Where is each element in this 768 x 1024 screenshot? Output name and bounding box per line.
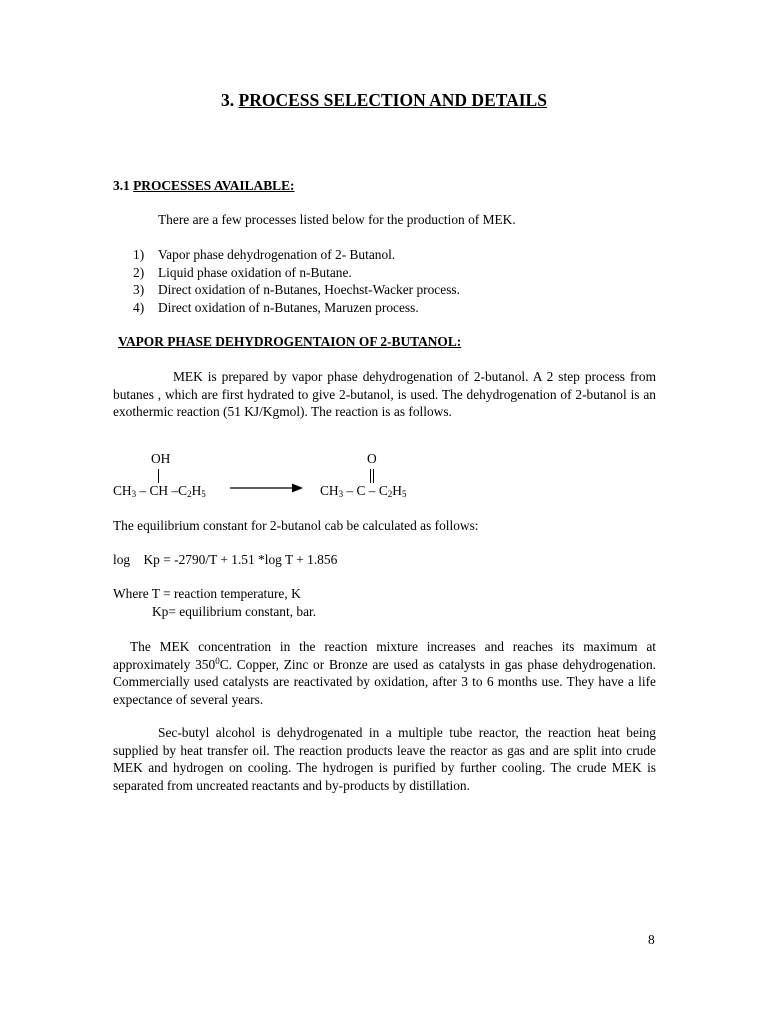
page-title xyxy=(0,90,768,111)
section-number: 3.1 xyxy=(113,178,130,193)
reactant-bond-line xyxy=(158,469,159,483)
product-sub: 5 xyxy=(401,489,407,499)
paragraph-1: MEK is prepared by vapor phase dehydrogenation of 2-butanol. A 2 step process from butanes , which are first hydrated to give 2-butanol, is used. The dehydrogenation of 2-butanol is an exothermic reaction (51 KJ/Kgmol). The reaction is as follows. xyxy=(113,369,656,419)
paragraph-2 xyxy=(113,638,656,708)
product-sub: 2 xyxy=(387,489,393,499)
list-item xyxy=(133,246,460,264)
product-part: CH xyxy=(320,483,339,498)
product-o-group: O xyxy=(367,451,377,466)
product-double-bond-line-2 xyxy=(373,469,374,483)
list-item-number: 1) xyxy=(133,247,145,262)
product-part: – C – C xyxy=(343,483,388,498)
reactant-oh-group: OH xyxy=(151,451,171,466)
list-item-text: Direct oxidation of n-Butanes, Hoechst-Wacker process. xyxy=(158,282,460,298)
page-number: 8 xyxy=(648,932,655,947)
reactant-sub: 3 xyxy=(131,489,137,499)
subheading: VAPOR PHASE DEHYDROGENTAION OF 2-BUTANOL: xyxy=(118,334,462,349)
where-line-1: Where T = reaction temperature, K xyxy=(113,586,301,601)
section-heading xyxy=(113,178,294,194)
list-item xyxy=(133,281,460,299)
product-sub: 3 xyxy=(338,489,344,499)
list-item-number: 2) xyxy=(133,264,145,280)
list-item xyxy=(133,299,460,317)
intro-text: There are a few processes listed below for the production of MEK. xyxy=(158,212,516,227)
reaction-arrow-icon xyxy=(230,481,304,495)
product-double-bond-line-1 xyxy=(370,469,371,483)
list-item-text: Liquid phase oxidation of n-Butane. xyxy=(158,264,352,280)
reactant-part: H xyxy=(191,483,202,498)
where-line-2: Kp= equilibrium constant, bar. xyxy=(152,604,317,619)
reactant-formula xyxy=(113,483,206,499)
title-number: 3. xyxy=(221,90,235,110)
reactant-part: – CH –C xyxy=(136,483,188,498)
list-item-text: Vapor phase dehydrogenation of 2- Butanol. xyxy=(158,247,396,262)
product-part: H xyxy=(392,483,402,498)
equilibrium-intro: The equilibrium constant for 2-butanol cab be calculated as follows: xyxy=(113,518,479,533)
section-title: PROCESSES AVAILABLE: xyxy=(133,178,295,193)
reactant-sub: 5 xyxy=(201,489,206,499)
reactant-sub: 2 xyxy=(187,489,192,499)
equation: log Kp = -2790/T + 1.51 *log T + 1.856 xyxy=(113,552,338,567)
product-formula xyxy=(320,483,406,499)
list-item-number: 4) xyxy=(133,299,145,315)
degree-superscript: 0 xyxy=(215,655,220,666)
list-item-number: 3) xyxy=(133,282,145,298)
list-item xyxy=(133,264,460,282)
paragraph-3: Sec-butyl alcohol is dehydrogenated in a multiple tube reactor, the reaction heat being supplied by heat transfer oil. The reaction products leave the reactor as gas and are split into crude MEK and hydrogen on cooling. The hydrogen is purified by further cooling. The crude MEK is separated from uncreated reactants and by-products by distillation. xyxy=(113,725,656,793)
list-item-text: Direct oxidation of n-Butanes, Maruzen process. xyxy=(158,299,419,315)
paragraph-2-start: The MEK concentration in the reaction mixture increases and reaches its maximum at approximately 350 xyxy=(113,639,656,672)
reactant-part: CH xyxy=(113,483,132,498)
process-list xyxy=(133,246,460,316)
title-text: PROCESS SELECTION AND DETAILS xyxy=(238,90,547,110)
paragraph-2-end: C. Copper, Zinc or Bronze are used as catalysts in gas phase dehydrogenation. Commercially used catalysts are reactivated by oxidation, after 3 to 6 months use. They have a life expectance of several years. xyxy=(113,656,656,707)
